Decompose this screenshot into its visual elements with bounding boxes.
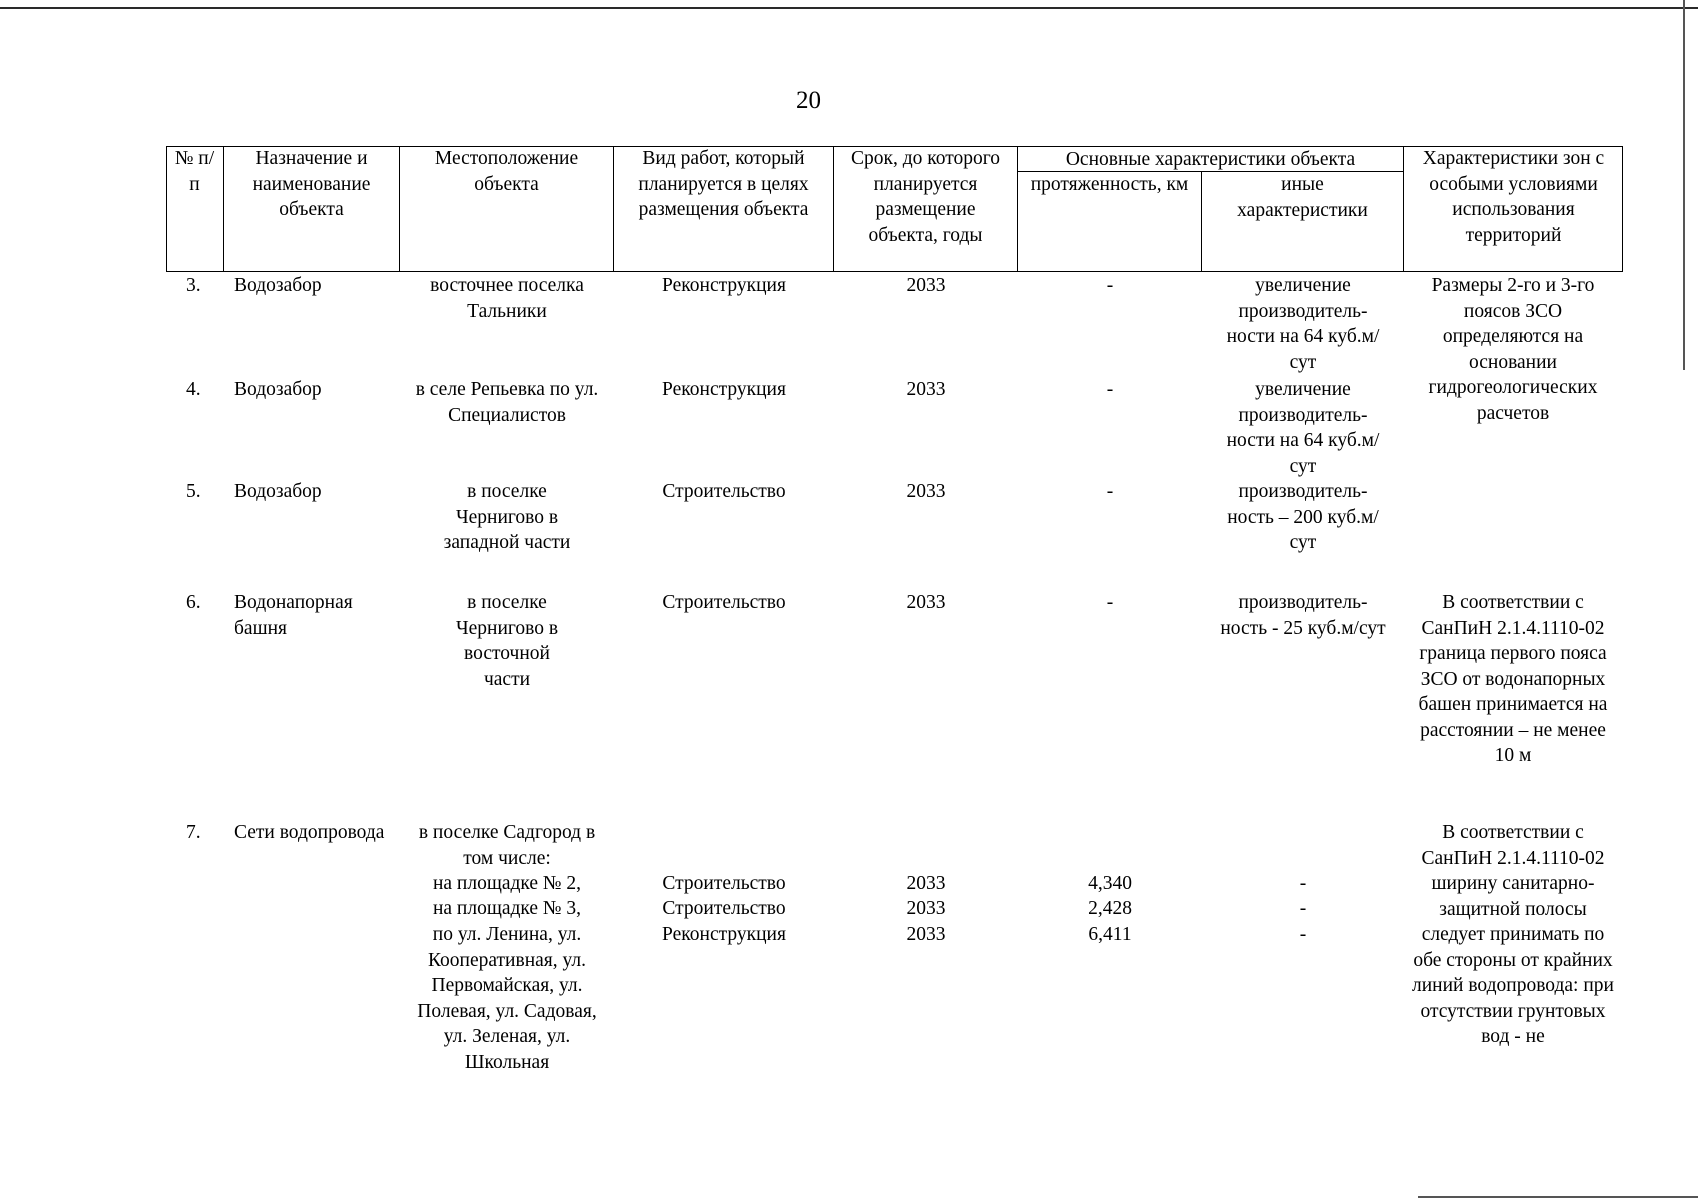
row-3-length: -	[1106, 275, 1114, 296]
row-7-sub-1-location: на площадке № 2,	[432, 873, 582, 894]
row-7-sub-2-location: на площадке № 3,	[432, 898, 582, 919]
row-7-sub-3-work: Реконструкция	[662, 924, 786, 945]
row-7-sub-3-other: -	[1299, 924, 1307, 945]
row-7-sub-1-work: Строительство	[662, 873, 786, 894]
row-3-term: 2033	[906, 275, 946, 296]
row-3-other: увеличение производитель-ности на 64 куб.м/сут	[1226, 275, 1380, 373]
row-7-sub-1-length: 4,340	[1088, 873, 1132, 894]
row-6-term: 2033	[906, 592, 946, 613]
row-6-location: в поселке Чернигово в восточной части	[455, 592, 559, 690]
header-col-num: № п/п	[166, 146, 224, 272]
header-col-term: Срок, до которого планируется размещение объекта, годы	[834, 146, 1018, 272]
row-7-sub-1-term: 2033	[906, 873, 946, 894]
row-4-num: 4.	[186, 379, 201, 400]
row-7-sub-2-term: 2033	[906, 898, 946, 919]
row-4-other: увеличение производитель-ности на 64 куб.м/сут	[1226, 379, 1380, 477]
row-6-other: производитель-ность - 25 куб.м/сут	[1220, 592, 1386, 639]
row-7-zones: В соответствии с СанПиН 2.1.4.1110-02 ширину санитарно-защитной полосы следует принимать по обе стороны от крайних линий водопровода: при отсутствии грунтовых вод - не	[1412, 822, 1614, 1047]
row-7-location: в поселке Садгород в том числе:	[418, 822, 596, 869]
row-5-work: Строительство	[662, 481, 786, 502]
row-3-work: Реконструкция	[662, 275, 786, 296]
scan-edge-right	[1683, 0, 1685, 370]
row-6-work: Строительство	[662, 592, 786, 613]
row-5-location: в поселке Чернигово в западной части	[443, 481, 571, 553]
row-7-sub-3-location: по ул. Ленина, ул. Кооперативная, ул. Первомайская, ул. Полевая, ул. Садовая, ул. Зеленая, ул. Школьная	[417, 924, 597, 1073]
scan-edge-bottom	[1418, 1196, 1698, 1198]
row-4-work: Реконструкция	[662, 379, 786, 400]
header-col-purpose: Назначение и наименование объекта	[224, 146, 400, 272]
header-col-length: протяженность, км	[1018, 172, 1202, 272]
row-6-purpose: Водонапорная башня	[234, 592, 353, 639]
row-4-length: -	[1106, 379, 1114, 400]
row-4-location: в селе Репьевка по ул. Специалистов	[415, 379, 599, 426]
header-col-main-chars: Основные характеристики объекта	[1018, 146, 1404, 172]
row-7-sub-3-length: 6,411	[1088, 924, 1132, 945]
header-col-work-type: Вид работ, который планируется в целях размещения объекта	[614, 146, 834, 272]
row-7-purpose: Сети водопровода	[234, 822, 385, 843]
row-6-length: -	[1106, 592, 1114, 613]
row-3-num: 3.	[186, 275, 201, 296]
zones-rows-3-5: Размеры 2-го и 3-го поясов ЗСО определяются на основании гидрогеологических расчетов	[1428, 275, 1598, 424]
row-6-zones: В соответствии с СанПиН 2.1.4.1110-02 граница первого пояса ЗСО от водонапорных башен принимается на расстоянии – не менее 10 м	[1418, 592, 1608, 766]
header-col-location: Местоположение объекта	[400, 146, 614, 272]
row-5-length: -	[1106, 481, 1114, 502]
row-5-purpose: Водозабор	[234, 481, 322, 502]
row-3-location: восточнее поселка Тальники	[430, 275, 584, 322]
row-7-sub-1-other: -	[1299, 873, 1307, 894]
row-4-term: 2033	[906, 379, 946, 400]
row-5-other: производитель-ность – 200 куб.м/сут	[1227, 481, 1379, 553]
row-3-purpose: Водозабор	[234, 275, 322, 296]
row-7-sub-3-term: 2033	[906, 924, 946, 945]
scan-edge-top	[0, 7, 1698, 9]
row-7-sub-2-work: Строительство	[662, 898, 786, 919]
header-col-zones: Характеристики зон с особыми условиями использования территорий	[1422, 148, 1605, 246]
row-5-num: 5.	[186, 481, 201, 502]
page-number: 20	[796, 87, 821, 114]
row-6-num: 6.	[186, 592, 201, 613]
header-col-other: иные характеристики	[1202, 172, 1404, 272]
row-5-term: 2033	[906, 481, 946, 502]
row-7-num: 7.	[186, 822, 201, 843]
row-4-purpose: Водозабор	[234, 379, 322, 400]
row-7-sub-2-length: 2,428	[1088, 898, 1132, 919]
row-7-sub-2-other: -	[1299, 898, 1307, 919]
